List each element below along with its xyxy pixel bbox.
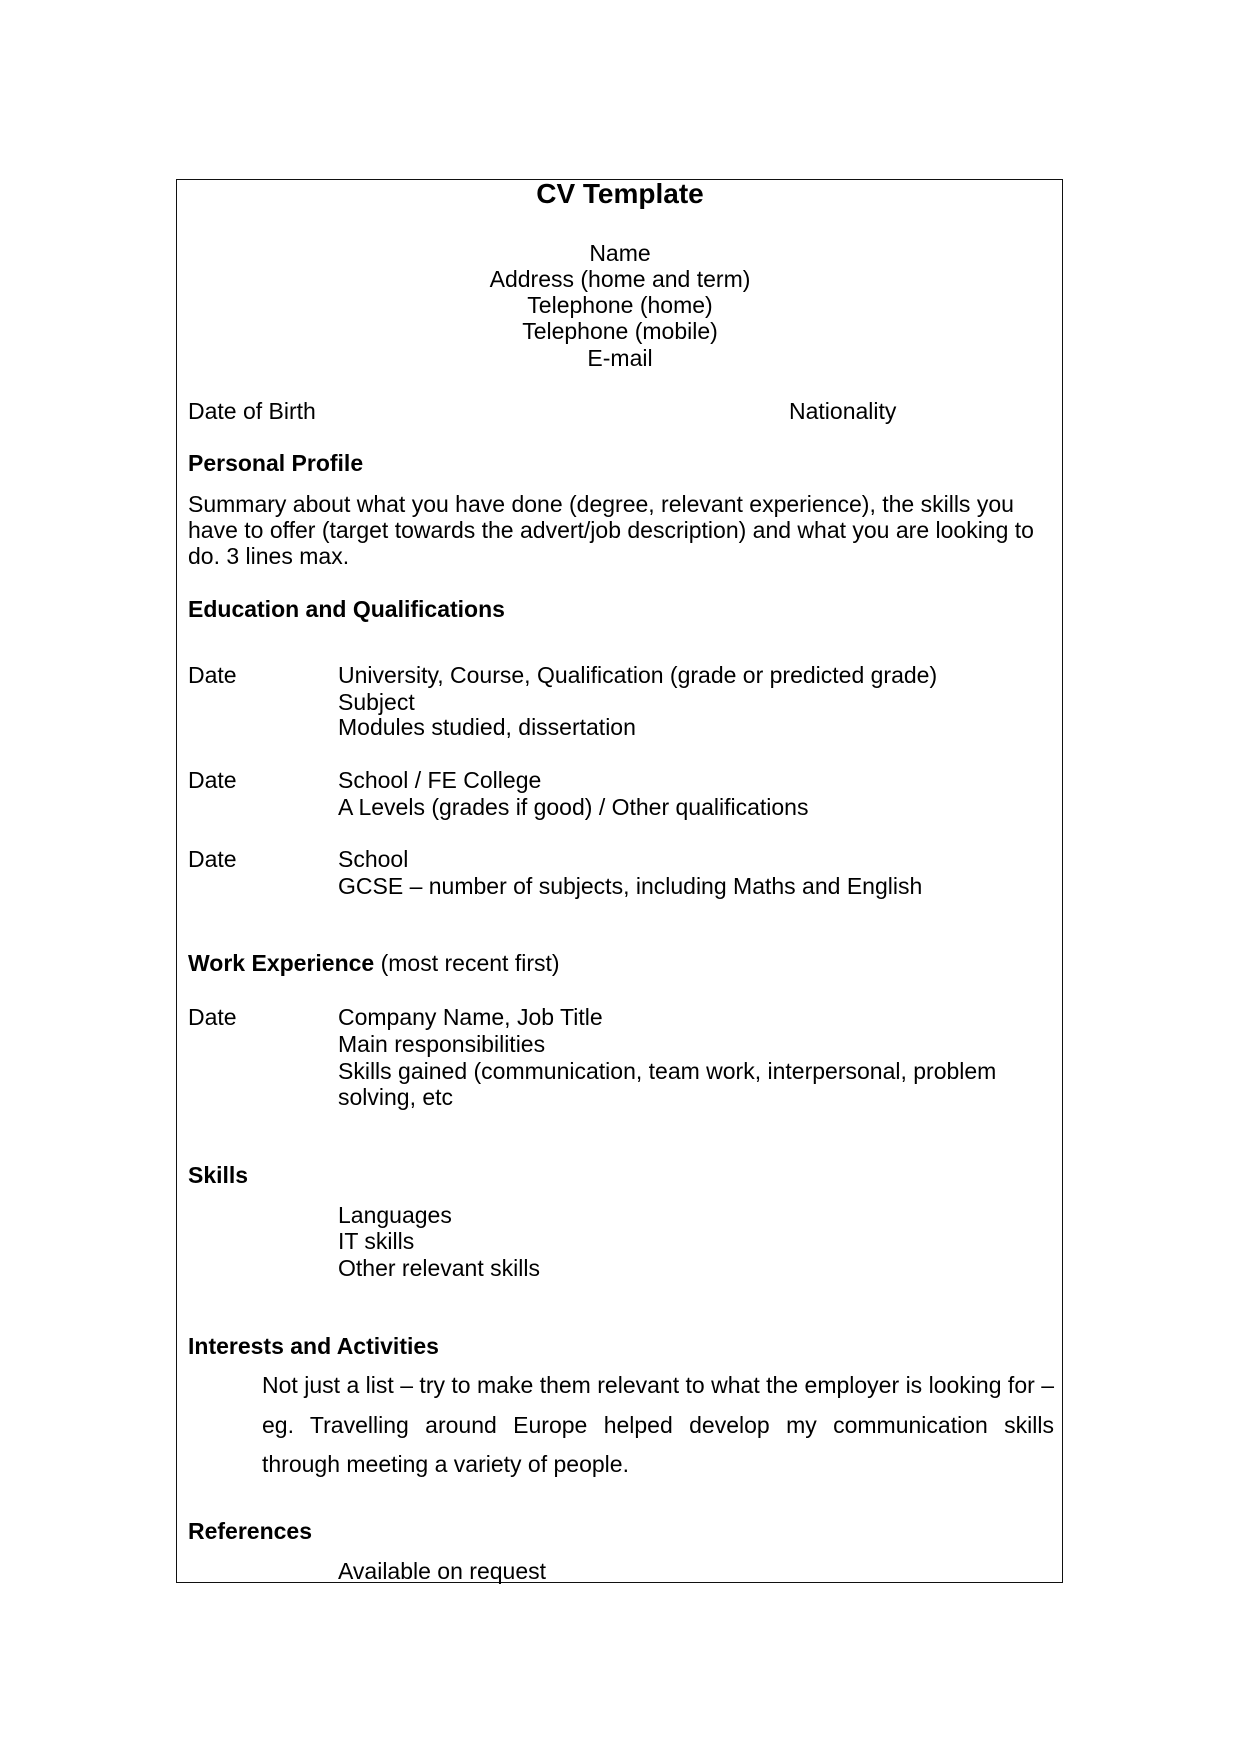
education-line: Modules studied, dissertation xyxy=(338,714,636,740)
work-experience-title: Work Experience xyxy=(188,950,375,976)
nationality-label: Nationality xyxy=(789,398,897,424)
skills-item: Other relevant skills xyxy=(338,1255,540,1281)
header-email: E-mail xyxy=(587,345,653,371)
education-date: Date xyxy=(188,662,237,688)
education-date: Date xyxy=(188,767,237,793)
education-line: School / FE College xyxy=(338,767,542,793)
education-line: GCSE – number of subjects, including Maths and English xyxy=(338,873,923,899)
work-date: Date xyxy=(188,1004,237,1030)
work-line: Skills gained (communication, team work, interpersonal, problem xyxy=(338,1058,997,1084)
profile-line: do. 3 lines max. xyxy=(188,543,350,569)
skills-heading: Skills xyxy=(188,1162,249,1188)
interests-paragraph xyxy=(262,1366,1054,1485)
education-line: A Levels (grades if good) / Other qualifications xyxy=(338,794,809,820)
header-name: Name xyxy=(589,240,651,266)
date-of-birth-label: Date of Birth xyxy=(188,398,316,424)
work-line: Main responsibilities xyxy=(338,1031,546,1057)
references-text: Available on request xyxy=(338,1558,546,1584)
work-experience-heading xyxy=(188,950,560,976)
interests-line: eg. Travelling around Europe helped develop my communication skills xyxy=(262,1411,1054,1438)
education-line: School xyxy=(338,846,409,872)
header-telephone-home: Telephone (home) xyxy=(527,292,713,318)
skills-item: IT skills xyxy=(338,1228,415,1254)
work-experience-note: (most recent first) xyxy=(374,950,560,976)
work-line: solving, etc xyxy=(338,1084,454,1110)
interests-line: Not just a list – try to make them relevant to what the employer is looking for – xyxy=(262,1372,1054,1398)
education-line: University, Course, Qualification (grade or predicted grade) xyxy=(338,662,938,688)
skills-item: Languages xyxy=(338,1202,452,1228)
interests-heading: Interests and Activities xyxy=(188,1333,439,1359)
education-heading: Education and Qualifications xyxy=(188,596,505,622)
profile-line: Summary about what you have done (degree, relevant experience), the skills you xyxy=(188,491,1014,517)
references-heading: References xyxy=(188,1518,313,1544)
personal-profile-heading: Personal Profile xyxy=(188,450,364,476)
education-line: Subject xyxy=(338,689,415,715)
header-telephone-mobile: Telephone (mobile) xyxy=(522,318,718,344)
work-line: Company Name, Job Title xyxy=(338,1004,603,1030)
document-title: CV Template xyxy=(536,178,704,209)
interests-line: through meeting a variety of people. xyxy=(262,1451,629,1477)
profile-line: have to offer (target towards the advert/job description) and what you are looking to xyxy=(188,517,1034,543)
education-date: Date xyxy=(188,846,237,872)
header-address: Address (home and term) xyxy=(489,266,751,292)
